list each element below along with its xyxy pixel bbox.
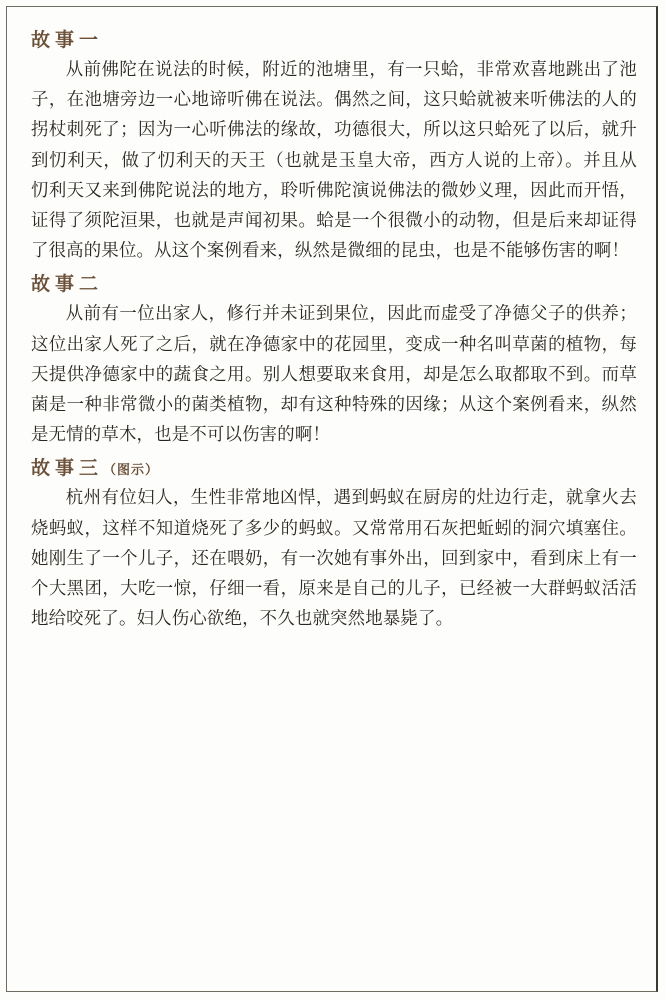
story-3-title-note: （图示） bbox=[103, 463, 160, 479]
story-2-body: 从前有一位出家人，修行并未证到果位，因此而虚受了净德父子的供养；这位出家人死了之后，就在净德家中的花园里，变成一种名叫草菌的植物，每天提供净德家中的蔬食之用。别人想要取来食用，却是怎么取都取不到。而草菌是一种非常微小的菌类植物，却有这种特殊的因缘；从这个案例看来，纵然是无情的草木，也是不可以伤害的啊！ bbox=[31, 304, 637, 446]
document-content bbox=[31, 26, 637, 638]
story-3 bbox=[31, 454, 637, 634]
story-1 bbox=[31, 26, 637, 266]
story-2 bbox=[31, 270, 637, 450]
story-1-body: 从前佛陀在说法的时候，附近的池塘里，有一只蛤，非常欢喜地跳出了池子，在池塘旁边一心地谛听佛在说法。偶然之间，这只蛤就被来听佛法的人的拐杖刺死了；因为一心听佛法的缘故，功德很大，所以这只蛤死了以后，就升到忉利天，做了忉利天的天王（也就是玉皇大帝，西方人说的上帝）。并且从忉利天又来到佛陀说法的地方，聆听佛陀演说佛法的微妙义理，因此而开悟，证得了须陀洹果，也就是声闻初果。蛤是一个很微小的动物，但是后来却证得了很高的果位。从这个案例看来，纵然是微细的昆虫，也是不能够伤害的啊！ bbox=[31, 60, 637, 262]
story-3-title bbox=[31, 454, 637, 483]
story-3-body: 杭州有位妇人，生性非常地凶悍，遇到蚂蚁在厨房的灶边行走，就拿火去烧蚂蚁，这样不知道烧死了多少的蚂蚁。又常常用石灰把蚯蚓的洞穴填塞住。她刚生了一个儿子，还在喂奶，有一次她有事外出，回到家中，看到床上有一个大黑团，大吃一惊，仔细一看，原来是自己的儿子，已经被一大群蚂蚁活活地给咬死了。妇人伤心欲绝，不久也就突然地暴毙了。 bbox=[31, 488, 637, 630]
story-3-title-text: 故事三 bbox=[31, 457, 104, 480]
story-2-title-text: 故事二 bbox=[31, 273, 104, 296]
story-2-title bbox=[31, 270, 637, 299]
story-1-title-text: 故事一 bbox=[31, 29, 104, 51]
story-1-title bbox=[31, 26, 637, 55]
